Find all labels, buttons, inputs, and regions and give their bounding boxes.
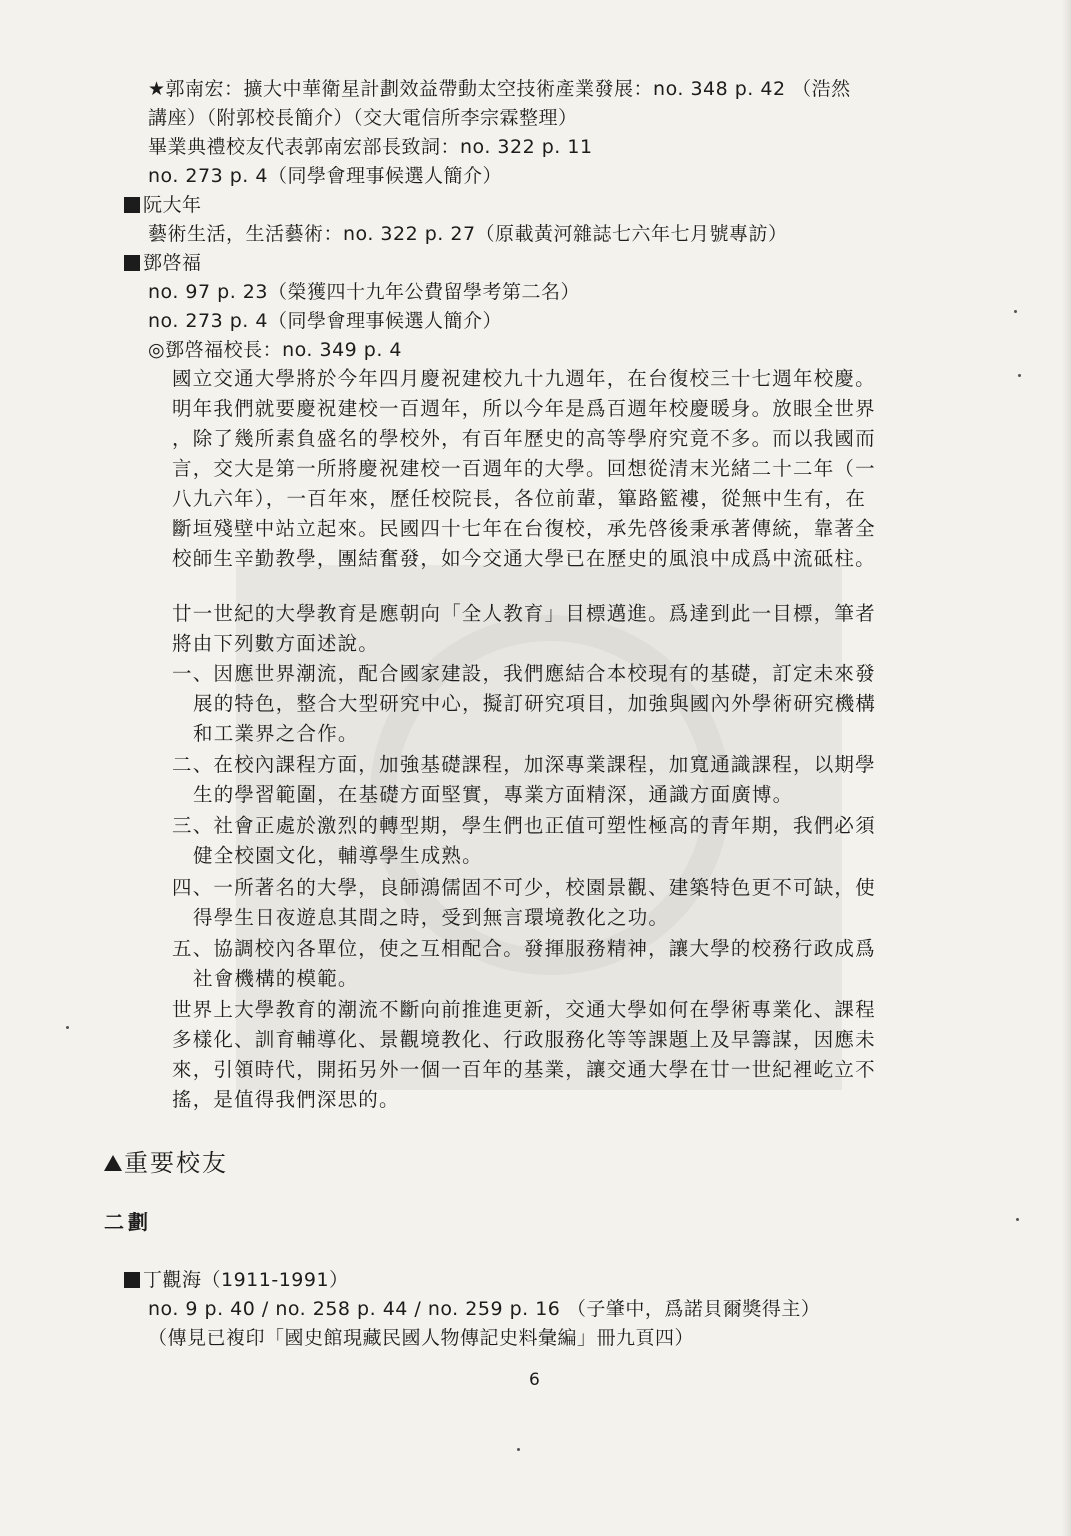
section-heading bbox=[104, 1149, 228, 1177]
section-title: 重要校友 bbox=[124, 1149, 228, 1177]
name-heading-teng bbox=[124, 249, 202, 277]
triangle-icon bbox=[104, 1155, 122, 1171]
name-heading-ting bbox=[124, 1266, 349, 1294]
entry-juan-art: 藝術生活，生活藝術：no. 322 p. 27（原載黃河雜誌七六年七月號專訪） bbox=[148, 223, 788, 245]
scan-speck bbox=[66, 1026, 69, 1029]
article-line: 國立交通大學將於今年四月慶祝建校九十九週年，在台復校三十七週年校慶。 bbox=[172, 367, 876, 390]
name-teng-text: 鄧啓福 bbox=[143, 252, 202, 274]
entry-teng-president: ◎鄧啓福校長：no. 349 p. 4 bbox=[148, 339, 403, 361]
entry-kuo-lecture-cont: 講座）（附郭校長簡介）（交大電信所李宗霖整理） bbox=[148, 107, 578, 129]
entry-kuo-candidate: no. 273 p. 4（同學會理事候選人簡介） bbox=[148, 165, 502, 187]
article-list-item-cont: 健全校園文化，輔導學生成熟。 bbox=[193, 844, 483, 867]
scan-speck bbox=[1016, 1218, 1019, 1221]
entry-ting-refs: no. 9 p. 40 / no. 258 p. 44 / no. 259 p. 16 （子肇中，爲諾貝爾獎得主） bbox=[148, 1298, 821, 1320]
scan-speck bbox=[517, 1448, 520, 1451]
article-line: 來，引領時代，開拓另外一個一百年的基業，讓交通大學在廿一世紀裡屹立不 bbox=[172, 1058, 876, 1081]
article-list-item-cont: 生的學習範圍，在基礎方面堅實，專業方面精深，通識方面廣博。 bbox=[193, 783, 794, 806]
filled-square-icon bbox=[124, 255, 140, 271]
article-line: 言，交大是第一所將慶祝建校一百週年的大學。回想從清末光緒二十二年（一 bbox=[172, 457, 876, 480]
entry-teng-candidate: no. 273 p. 4（同學會理事候選人簡介） bbox=[148, 310, 502, 332]
article-line: 搖，是值得我們深思的。 bbox=[172, 1088, 400, 1111]
article-list-item: 四、一所著名的大學，良師鴻儒固不可少，校園景觀、建築特色更不可缺，使 bbox=[172, 876, 876, 899]
entry-kuo-speech: 畢業典禮校友代表郭南宏部長致詞：no. 322 p. 11 bbox=[148, 136, 593, 158]
subsection-heading: 二劃 bbox=[104, 1210, 152, 1234]
article-list-item-cont: 和工業界之合作。 bbox=[193, 722, 359, 745]
page-edge-shadow bbox=[1061, 0, 1071, 1536]
article-line: 八九六年），一百年來，歷任校院長，各位前輩，篳路籃褸，從無中生有，在 bbox=[172, 487, 867, 510]
name-juan-text: 阮大年 bbox=[143, 194, 202, 216]
article-line: 明年我們就要慶祝建校一百週年，所以今年是爲百週年校慶暖身。放眼全世界 bbox=[172, 397, 876, 420]
article-line: 校師生辛勤教學，團結奮發，如今交通大學已在歷史的風浪中成爲中流砥柱。 bbox=[172, 547, 876, 570]
filled-square-icon bbox=[124, 1272, 140, 1288]
article-list-item: 三、社會正處於激烈的轉型期，學生們也正值可塑性極高的青年期，我們必須 bbox=[172, 814, 876, 837]
article-list-item-cont: 得學生日夜遊息其間之時，受到無言環境教化之功。 bbox=[193, 906, 670, 929]
article-list-item: 一、因應世界潮流，配合國家建設，我們應結合本校現有的基礎，訂定未來發 bbox=[172, 662, 876, 685]
article-list-item: 五、協調校內各單位，使之互相配合。發揮服務精神，讓大學的校務行政成爲 bbox=[172, 937, 876, 960]
article-line: 多樣化、訓育輔導化、景觀境教化、行政服務化等等課題上及早籌謀，因應未 bbox=[172, 1028, 876, 1051]
name-heading-juan bbox=[124, 191, 202, 219]
article-list-item-cont: 社會機構的模範。 bbox=[193, 967, 359, 990]
article-line: 廿一世紀的大學教育是應朝向「全人教育」目標邁進。爲達到此一目標，筆者 bbox=[172, 602, 876, 625]
article-line: 斷垣殘壁中站立起來。民國四十七年在台復校，承先啓後秉承著傳統，靠著全 bbox=[172, 517, 876, 540]
article-line: 將由下列數方面述說。 bbox=[172, 632, 380, 655]
article-line: ，除了幾所素負盛名的學校外，有百年歷史的高等學府究竟不多。而以我國而 bbox=[172, 427, 876, 450]
filled-square-icon bbox=[124, 197, 140, 213]
scan-speck bbox=[1018, 374, 1021, 377]
article-list-item: 二、在校內課程方面，加強基礎課程，加深專業課程，加寬通識課程，以期學 bbox=[172, 753, 876, 776]
entry-kuo-lecture: ★郭南宏：擴大中華衛星計劃效益帶動太空技術產業發展：no. 348 p. 42 （浩然 bbox=[148, 78, 851, 100]
name-ting-text: 丁觀海（1911-1991） bbox=[143, 1269, 349, 1291]
article-line: 世界上大學教育的潮流不斷向前推進更新，交通大學如何在學術專業化、課程 bbox=[172, 998, 876, 1021]
article-list-item-cont: 展的特色，整合大型研究中心，擬訂研究項目，加強與國內外學術研究機構 bbox=[193, 692, 877, 715]
entry-teng-scholarship: no. 97 p. 23（榮獲四十九年公費留學考第二名） bbox=[148, 281, 580, 303]
page-number: 6 bbox=[529, 1370, 541, 1390]
entry-ting-biography: （傳見已複印「國史館現藏民國人物傳記史料彙編」冊九頁四） bbox=[148, 1327, 695, 1349]
scan-speck bbox=[1014, 310, 1017, 313]
